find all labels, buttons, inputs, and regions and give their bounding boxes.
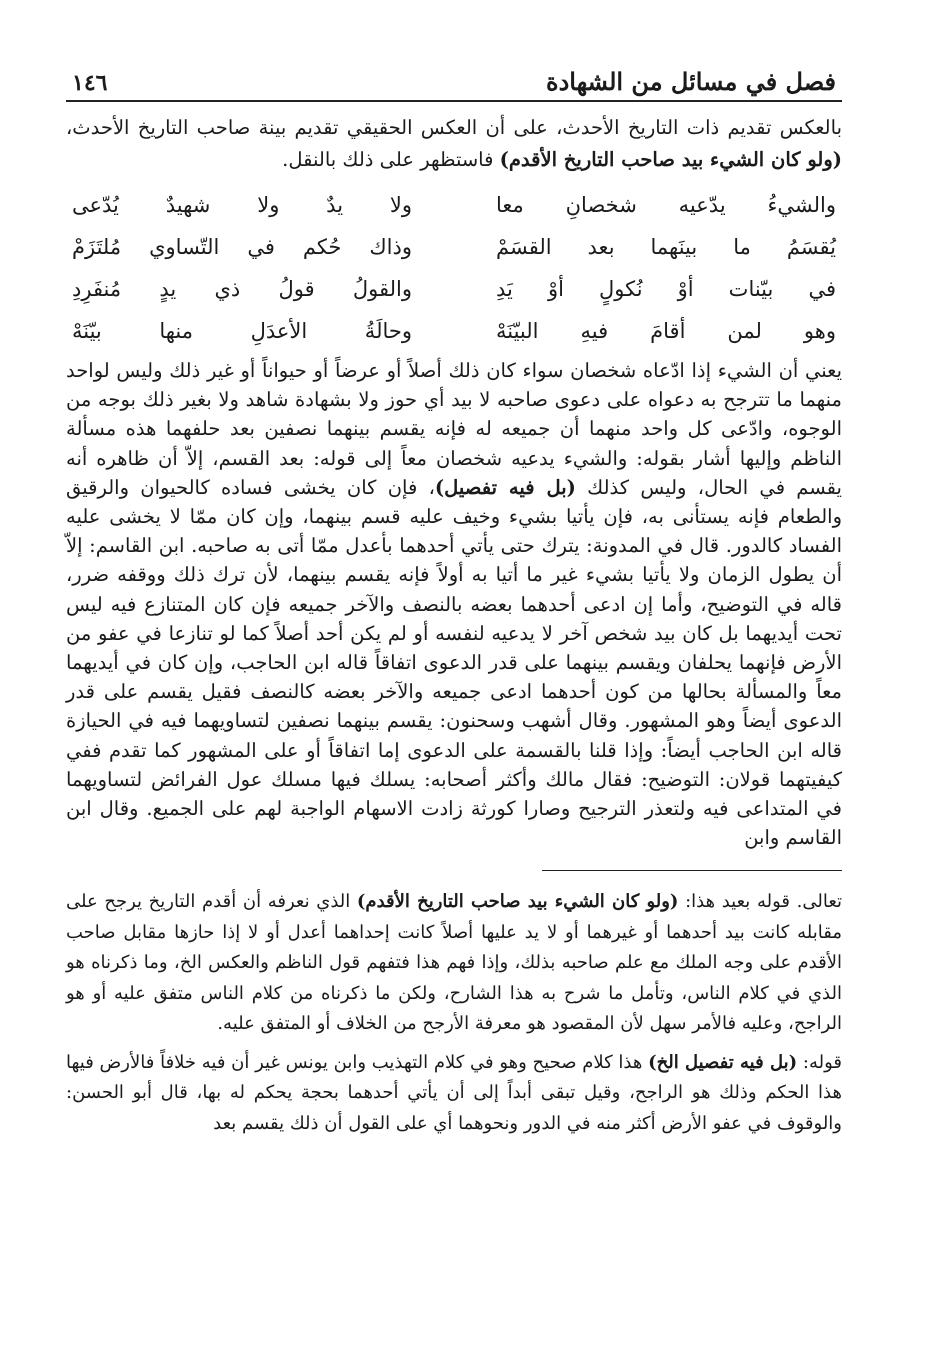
footnote-1-lead: تعالى. قوله بعيد هذا: bbox=[678, 891, 843, 913]
verse-line bbox=[66, 184, 842, 226]
footnote-2-lead: قوله: bbox=[797, 1051, 842, 1073]
commentary-text bbox=[66, 356, 842, 852]
book-page bbox=[66, 58, 842, 1348]
footnote-divider bbox=[542, 870, 842, 871]
commentary-part-2: ، فإن كان يخشى فساده كالحيوان والرقيق والطعام فإنه يستأنى به، فإن يأتيا بشيء وخيف عليه قسم بينهما، وإن كان ممّا لا يخشى عليه الفساد كالدور. قال في المدونة: يترك حتى يأتي أحدهما بأعدل ممّا أتى به صاحبه. ابن القاسم: إلاّ أن يطول الزمان ولا يأتيا بشيء غير ما أتيا به أولاً فإنه يقسم بينهما، لأن ترك ذلك ووقفه ضرر، قاله في التوضيح، وأما إن ادعى أحدهما بعضه بالنصف والآخر جميعه فإن كان المتنازع فيه ليس تحت أيديهما بل كان بيد شخص آخر لا يدعيه لنفسه أو لم يكن أحد أصلاً كما لو تنازعا في عفو من الأرض فإنهما يحلفان ويقسم بينهما على قدر الدعوى اتفاقاً قاله ابن الحاجب، وإن كان في أيديهما معاً والمسألة بحالها من كون أحدهما ادعى جميعه والآخر بعضه كالنصف فقيل يقسم على قدر الدعوى أيضاً وهو المشهور. وقال أشهب وسحنون: يقسم بينهما نصفين لتساويهما فيه في الحيازة قاله ابن الحاجب أيضاً: وإذا قلنا بالقسمة على الدعوى إما اتفاقاً أو على المشهور كما تقدم ففي كيفيتهما قولان: التوضيح: فقال مالك وأكثر أصحابه: يسلك فيها مسلك عول الفرائض لتساويهما في المتداعى فيه ولتعذر الترجيح وصارا كورثة زادت الاسهام الواجبة لهم على الجميع. وقال ابن القاسم وابن bbox=[66, 475, 842, 850]
verse-second-half: وحالَةُ الأعدَلِ منها بيّنَهْ bbox=[72, 319, 412, 343]
footnote-2-text: هذا كلام صحيح وهو في كلام التهذيب وابن يونس غير أن فيه خلافاً فالأرض فيها هذا الحكم وذلك هو الراجح، وقيل تبقى أبداً إلى أن يأتي أحدهما بحجة يحكم له بها، قال أبو الحسن: والوقوف في عفو الأرض أكثر منه في الدور ونحوهما أي على القول أن ذلك يقسم بعد bbox=[66, 1051, 842, 1134]
footnote-2 bbox=[66, 1048, 842, 1140]
intro-paragraph bbox=[66, 112, 842, 176]
footnote-2-quote: (بل فيه تفصيل الخ) bbox=[648, 1051, 798, 1073]
footnotes bbox=[66, 887, 842, 1139]
verse-first-half: في بيّنات أوْ نُكولٍ أوْ يَدِ bbox=[496, 277, 836, 301]
verse-first-half: يُقسَمُ ما بينَهما بعد القسَمْ bbox=[496, 235, 836, 259]
commentary-bold: (بل فيه تفصيل) bbox=[434, 475, 576, 499]
verse-line bbox=[66, 268, 842, 310]
verse-first-half: والشيءُ يدّعيه شخصانِ معا bbox=[496, 193, 836, 217]
poem-verses bbox=[66, 184, 842, 352]
verse-first-half: وهو لمن أقامَ فيهِ البيّنَهْ bbox=[496, 319, 836, 343]
verse-line bbox=[66, 310, 842, 352]
footnote-1-text: الذي نعرفه أن أقدم التاريخ يرجح على مقابله كانت بيد أحدهما أو غيرهما أو لا يد عليها أصلاً كانت إحداهما أعدل أو لا إذا حازها مقابل صاحب الأقدم على وجه الملك مع علم صاحبه بذلك، وإذا فهم هذا فتفهم قول الناظم والعكس الخ، وما ذكرناه هو الذي في كلام الناس، وتأمل ما شرح به هذا الشارح، ولكن ما ذكرناه من كلام الناس متفق عليه أو هو الراجح، وعليه فالأمر سهل لأن المقصود هو معرفة الأرجح من الخلاف أو المتفق عليه. bbox=[66, 891, 842, 1035]
verse-second-half: والقولُ قولُ ذي يدٍ مُنفَرِدِ bbox=[72, 277, 412, 301]
verse-line bbox=[66, 226, 842, 268]
page-number: ١٤٦ bbox=[72, 70, 108, 96]
intro-text-end: فاستظهر على ذلك بالنقل. bbox=[282, 148, 500, 171]
verse-second-half: ولا يدٌ ولا شهيدٌ يُدّعى bbox=[72, 193, 412, 217]
intro-quote: (ولو كان الشيء بيد صاحب التاريخ الأقدم) bbox=[499, 148, 842, 171]
footnote-1 bbox=[66, 887, 842, 1040]
footnote-1-quote: (ولو كان الشيء بيد صاحب التاريخ الأقدم) bbox=[356, 891, 679, 913]
chapter-title: فصل في مسائل من الشهادة bbox=[546, 67, 836, 96]
verse-second-half: وذاك حُكم في التّساوي مُلتَزَمْ bbox=[72, 235, 412, 259]
commentary-part-1: يعني أن الشيء إذا ادّعاه شخصان سواء كان ذلك أصلاً أو عرضاً أو حيواناً أو غير ذلك وليس لواحد منهما ما تترجح به دعواه على دعوى صاحبه لا بيد أي حوز ولا بشهادة شاهد ولا بغير ذلك بوجه من الوجوه، وادّعى كل واحد منهما أن جميعه له فإنه يقسم بينهما نصفين بعد حلفهما هذه مسألة الناظم وإليها أشار بقوله: والشيء يدعيه شخصان معاً إلى قوله: بعد القسم، إلاّ أن ظاهره أنه يقسم في الحال، وليس كذلك bbox=[66, 359, 842, 499]
running-header bbox=[66, 58, 842, 102]
intro-text: بالعكس تقديم ذات التاريخ الأحدث، على أن العكس الحقيقي تقديم بينة صاحب التاريخ الأحدث، bbox=[66, 116, 842, 139]
